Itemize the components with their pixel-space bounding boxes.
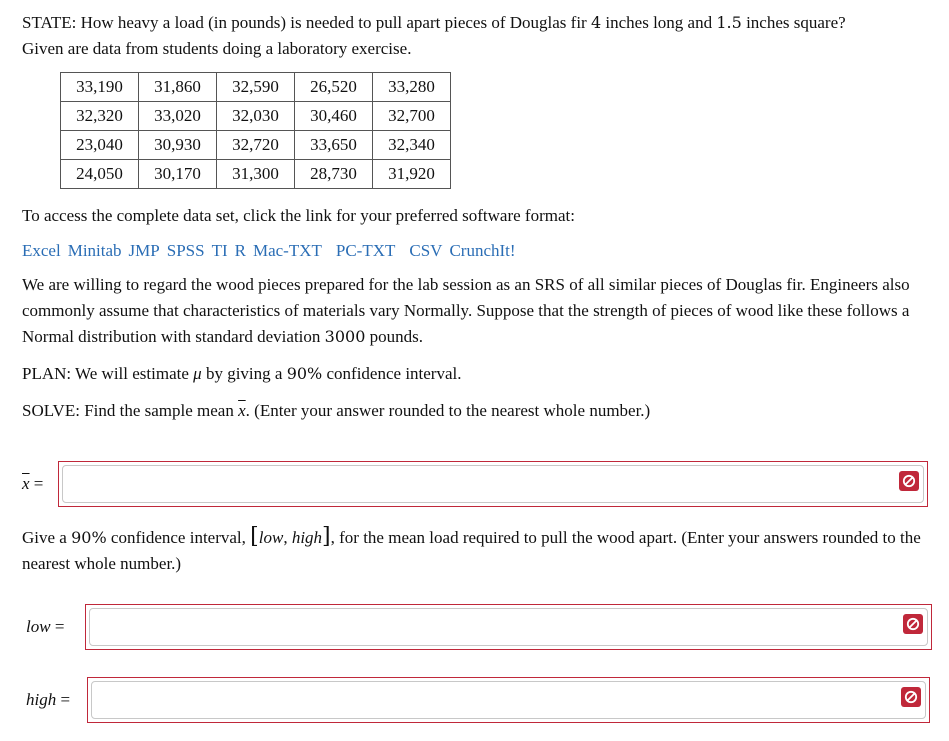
link-crunchit[interactable]: CrunchIt!: [449, 241, 516, 260]
plan-text-c: confidence interval.: [326, 364, 462, 383]
table-cell: 33,020: [139, 102, 217, 131]
software-links: [22, 238, 523, 264]
link-ti[interactable]: TI: [211, 241, 228, 260]
state-question-a: How heavy a load (in pounds) is needed to pull apart pieces of Douglas fir: [80, 13, 587, 32]
incorrect-icon: [903, 614, 923, 634]
low-answer-box: [85, 604, 932, 650]
xbar-field-row: [22, 461, 928, 507]
ci-paragraph: [22, 524, 932, 577]
table-row: [61, 102, 451, 131]
access-text: To access the complete data set, click the link for your preferred software format:: [22, 206, 575, 225]
table-cell: 24,050: [61, 160, 139, 189]
table-cell: 30,170: [139, 160, 217, 189]
link-r[interactable]: R: [234, 241, 246, 260]
table-cell: 30,930: [139, 131, 217, 160]
table-cell: 33,190: [61, 73, 139, 102]
table-cell: 33,280: [373, 73, 451, 102]
table-cell: 32,720: [217, 131, 295, 160]
plan-text-b: by giving a: [205, 364, 283, 383]
link-jmp[interactable]: JMP: [128, 241, 160, 260]
state-question-c: inches square?: [746, 13, 846, 32]
ci-high: high: [291, 528, 323, 547]
table-row: [61, 160, 451, 189]
high-answer-box: [87, 677, 930, 723]
link-minitab[interactable]: Minitab: [67, 241, 122, 260]
solve-text-a: SOLVE: Find the sample mean: [22, 401, 234, 420]
table-cell: 32,320: [61, 102, 139, 131]
table-cell: 32,030: [217, 102, 295, 131]
table-row: [61, 131, 451, 160]
plan-paragraph: [22, 361, 932, 387]
low-input[interactable]: [89, 608, 928, 646]
link-excel[interactable]: Excel: [22, 241, 61, 260]
table-cell: 28,730: [295, 160, 373, 189]
state-line2: Given are data from students doing a laboratory exercise.: [22, 39, 412, 58]
state-label: STATE:: [22, 13, 77, 32]
low-field-row: [22, 604, 932, 650]
table-cell: 33,650: [295, 131, 373, 160]
mu-symbol: μ: [193, 364, 202, 383]
assumption-text-a: We are willing to regard the wood pieces prepared for the lab session as an SRS of all similar pieces of Douglas fir. Engineers also commonly assume that characteristics of materials vary Normally. Suppose that the strength of pieces of wood like these follows a Normal distribution with standard deviation: [22, 275, 910, 346]
xbar-symbol: $\overline{x}$: [238, 401, 246, 420]
high-field-row: [22, 677, 930, 723]
table-cell: 26,520: [295, 73, 373, 102]
high-input[interactable]: [91, 681, 926, 719]
xbar-field-label: $\overline{x}$ =: [22, 474, 44, 493]
ci-text-c: , for the mean load required to pull the wood apart. (Enter your answers rounded to the nearest whole number.): [22, 528, 921, 573]
table-cell: 30,460: [295, 102, 373, 131]
xbar-answer-box: [58, 461, 928, 507]
xbar-input[interactable]: [62, 465, 924, 503]
table-row: [61, 73, 451, 102]
high-field-label: high =: [26, 690, 71, 709]
ci-text-b: confidence interval,: [110, 528, 246, 547]
incorrect-icon: [901, 687, 921, 707]
table-cell: 31,860: [139, 73, 217, 102]
ci-low: low: [258, 528, 284, 547]
ci-open-bracket: [: [250, 524, 259, 549]
plan-text-a: PLAN: We will estimate: [22, 364, 189, 383]
data-table: [60, 72, 451, 189]
assumption-paragraph: [22, 272, 932, 350]
link-spss[interactable]: SPSS: [166, 241, 205, 260]
table-cell: 23,040: [61, 131, 139, 160]
width-value: 1.5: [716, 13, 742, 32]
state-paragraph: [22, 10, 932, 62]
ci-close-bracket: ]: [322, 524, 331, 549]
low-field-label: low =: [26, 617, 65, 636]
incorrect-icon: [899, 471, 919, 491]
state-question-b: inches long and: [605, 13, 713, 32]
link-pc-txt[interactable]: PC-TXT: [335, 241, 396, 260]
table-cell: 32,700: [373, 102, 451, 131]
plan-level: 90%: [286, 364, 323, 383]
ci-text-a: Give a: [22, 528, 67, 547]
table-cell: 32,590: [217, 73, 295, 102]
solve-text-b: . (Enter your answer rounded to the nearest whole number.): [245, 401, 651, 420]
table-cell: 31,920: [373, 160, 451, 189]
table-cell: 32,340: [373, 131, 451, 160]
sd-value: 3000: [324, 327, 366, 346]
length-value: 4: [590, 13, 602, 32]
ci-comma: ,: [283, 528, 288, 547]
ci-level: 90%: [71, 528, 107, 547]
table-cell: 31,300: [217, 160, 295, 189]
assumption-text-b: pounds.: [369, 327, 423, 346]
link-csv[interactable]: CSV: [409, 241, 443, 260]
solve-paragraph: [22, 398, 932, 424]
link-mac-txt[interactable]: Mac-TXT: [252, 241, 322, 260]
